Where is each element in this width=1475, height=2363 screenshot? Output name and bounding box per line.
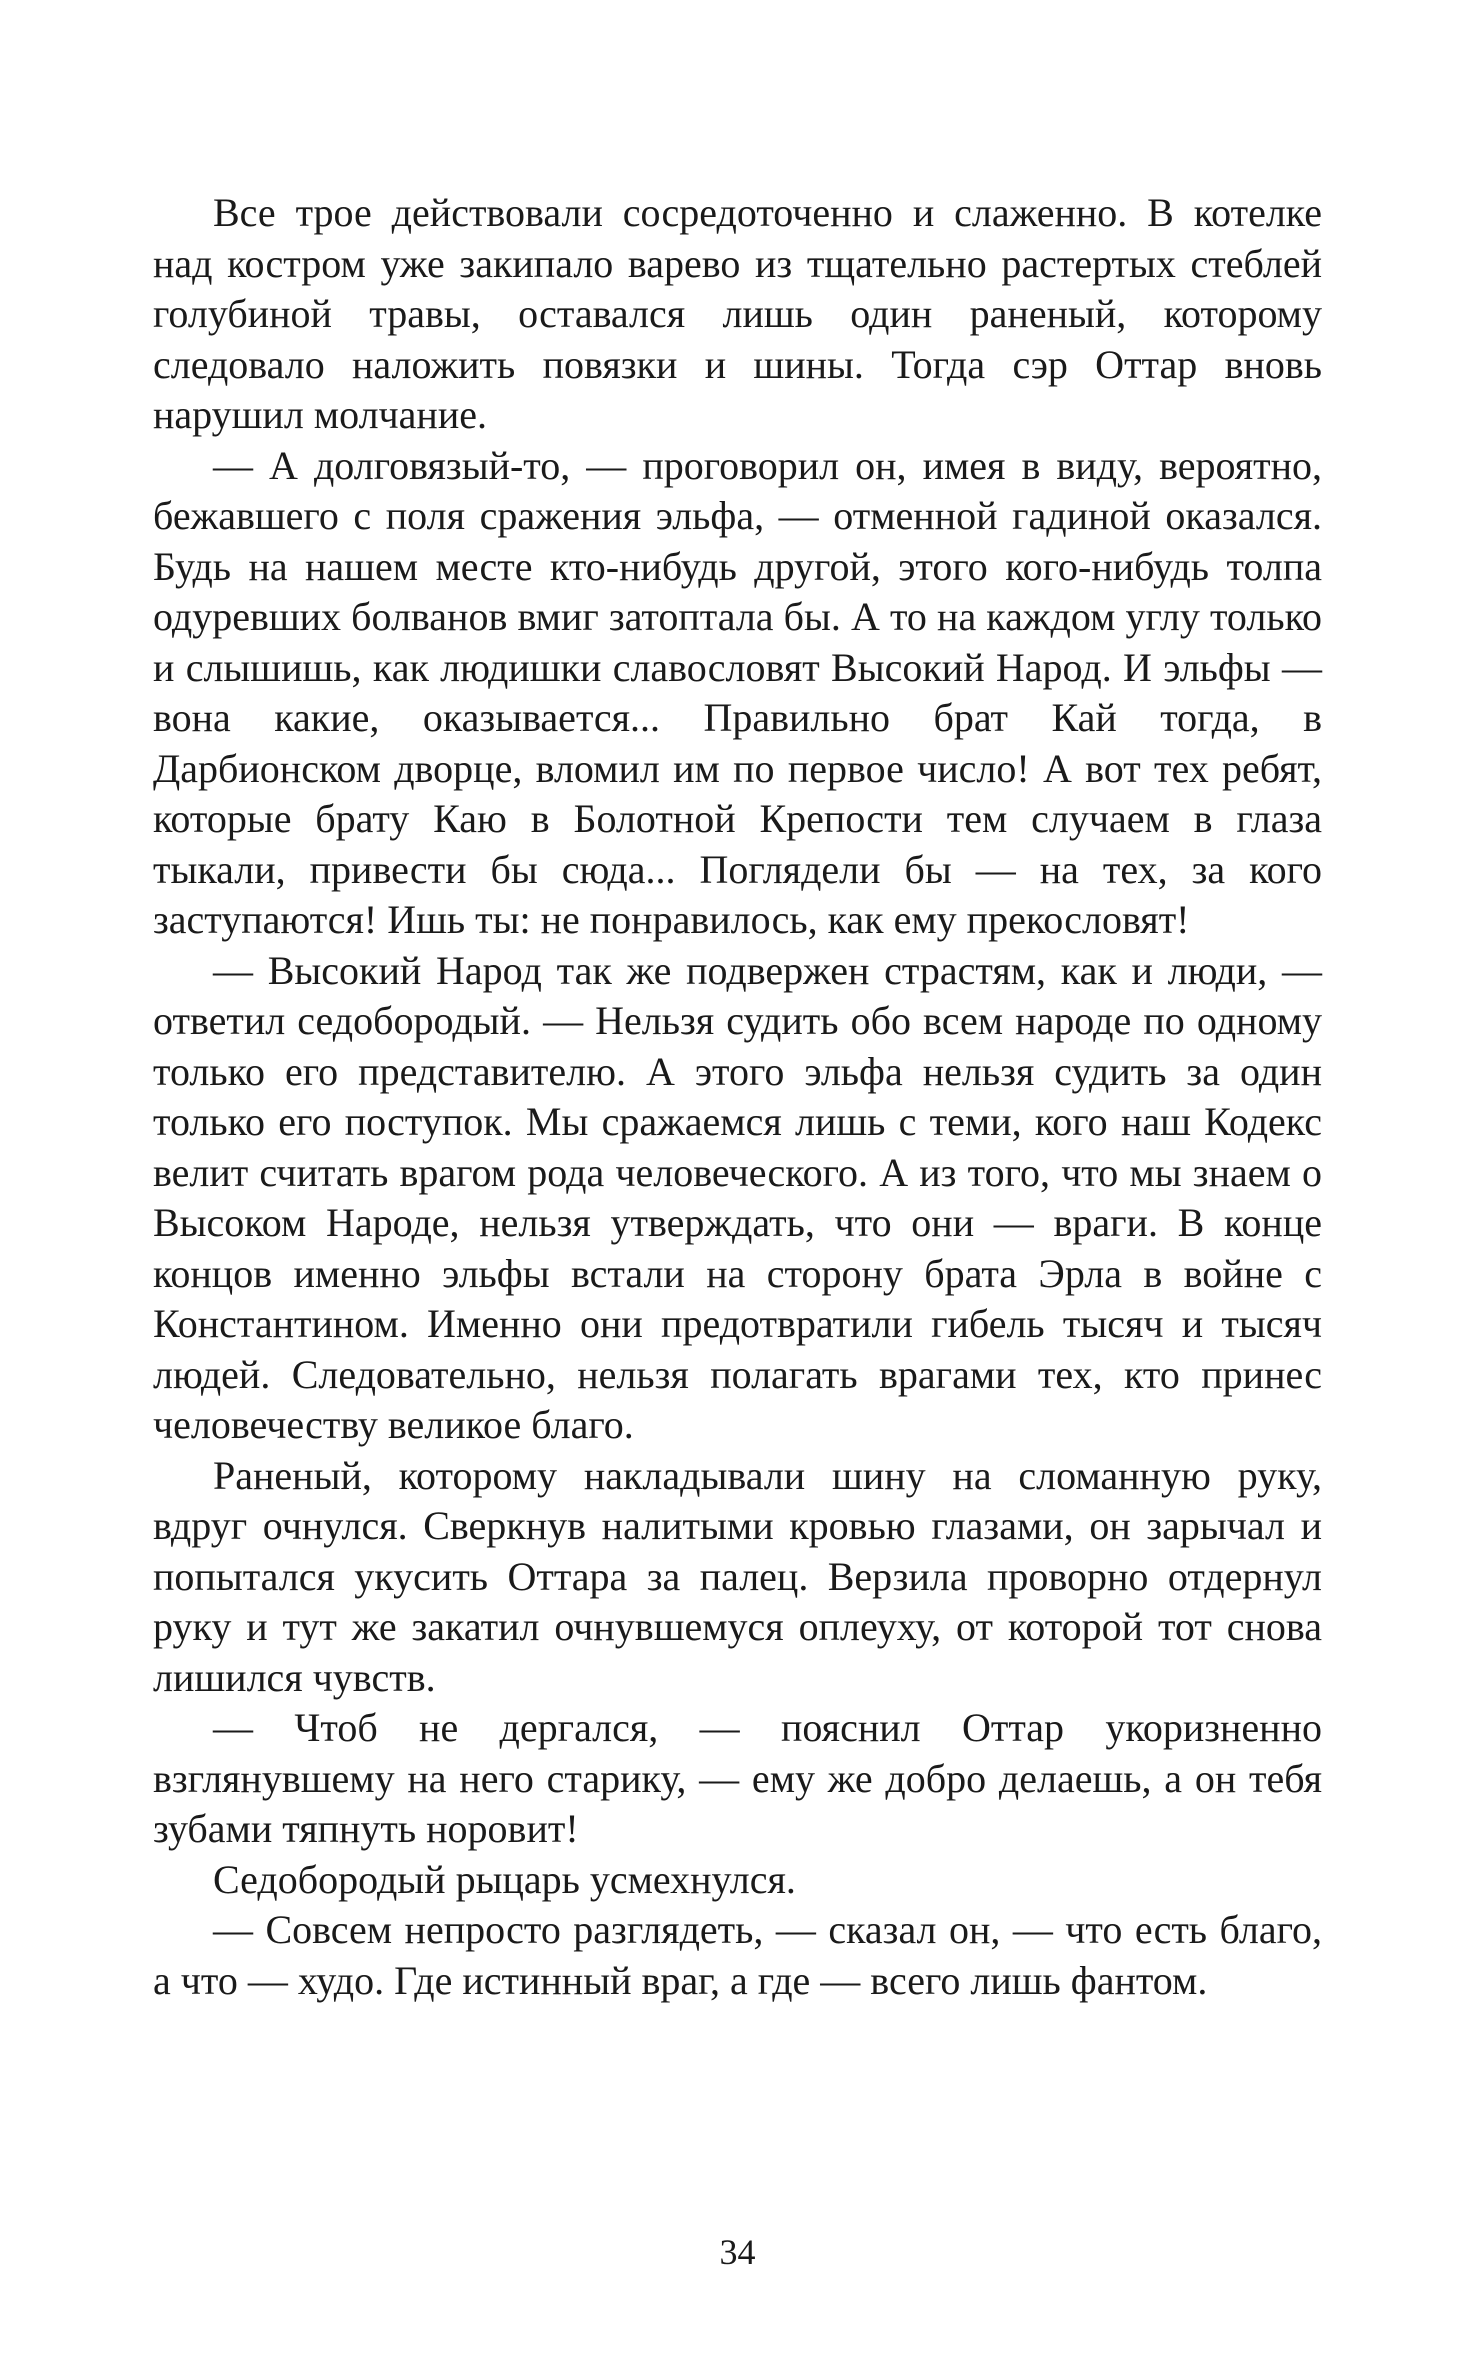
paragraph-1: Все трое действовали сосредоточенно и слаженно. В котелке над костром уже закипало варево из тщательно растертых стеблей голубиной травы, оставался лишь один раненый, которому следовало наложить повязки и шины. Тогда сэр Оттар вновь нарушил молчание.: [153, 190, 1322, 437]
paragraph-7: — Совсем непросто разглядеть, — сказал он, — что есть благо, а что — худо. Где истинный враг, а где — всего лишь фантом.: [153, 1907, 1322, 2003]
paragraph-3: — Высокий Народ так же подвержен страстям, как и люди, — ответил седобородый. — Нельзя судить обо всем народе по одному только его представителю. А этого эльфа нельзя судить за один только его поступок. Мы сражаемся лишь с теми, кого наш Кодекс велит считать врагом рода человеческого. А из того, что мы знаем о Высоком Народе, нельзя утверждать, что они — враги. В конце концов именно эльфы встали на сторону брата Эрла в войне с Константином. Именно они предотвратили гибель тысяч и тысяч людей. Следовательно, нельзя полагать врагами тех, кто принес человечеству великое благо.: [153, 947, 1322, 1447]
paragraph-5: — Чтоб не дергался, — пояснил Оттар укоризненно взглянувшему на него старику, — ему же добро делаешь, а он тебя зубами тяпнуть норовит!: [153, 1705, 1322, 1851]
paragraph-2: — А долговязый-то, — проговорил он, имея в виду, вероятно, бежавшего с поля сражения эльфа, — отменной гадиной оказался. Будь на нашем месте кто-нибудь другой, этого кого-нибудь толпа одуревших болванов вмиг затоптала бы. А то на каждом углу только и слышишь, как людишки славословят Высокий Народ. И эльфы — вона какие, оказывается... Правильно брат Кай тогда, в Дарбионском дворце, вломил им по первое число! А вот тех ребят, которые брату Каю в Болотной Крепости тем случаем в глаза тыкали, привести бы сюда... Поглядели бы — на тех, за кого заступаются! Ишь ты: не понравилось, как ему прекословят!: [153, 442, 1322, 942]
paragraph-6: Седобородый рыцарь усмехнулся.: [213, 1856, 796, 1902]
paragraph-4: Раненый, которому накладывали шину на сломанную руку, вдруг очнулся. Сверкнув налитыми кровью глазами, он зарычал и попытался укусить Оттара за палец. Верзила проворно отдернул руку и тут же закатил очнувшемуся оплеуху, от которой тот снова лишился чувств.: [153, 1452, 1322, 1700]
page-number: 34: [719, 2232, 756, 2272]
body-text: [153, 188, 1322, 2006]
